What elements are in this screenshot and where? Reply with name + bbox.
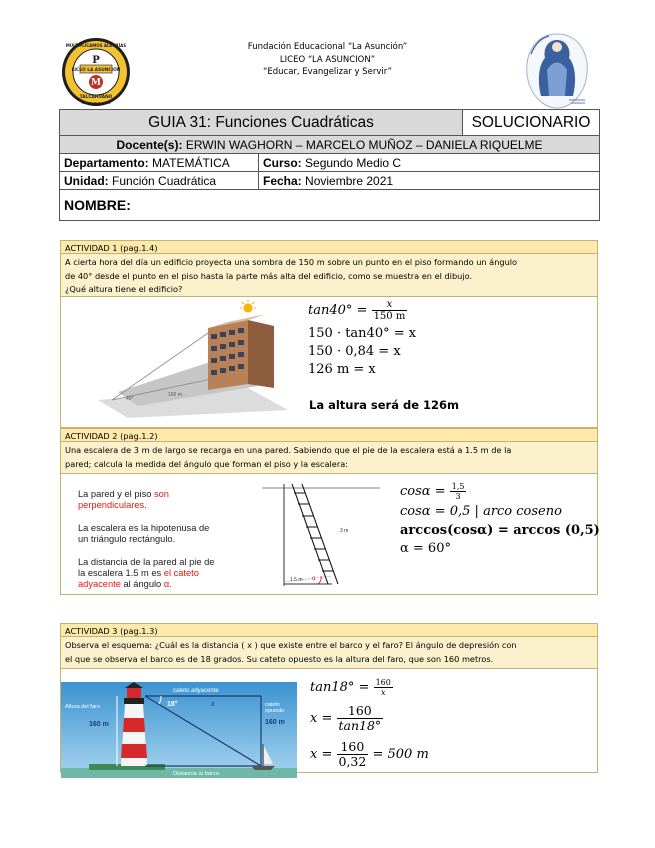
act3-eq-3 <box>310 740 429 769</box>
fig3-cateto-ady: cateto adyacente <box>173 688 219 694</box>
fig-angle-label: 40° <box>126 396 134 402</box>
act2-note-1-b: son <box>153 489 169 499</box>
act2-eq-2-bar: | <box>474 504 479 519</box>
fecha-label: Fecha: <box>263 173 302 188</box>
lighthouse-figure <box>61 682 297 778</box>
fig3-x: x <box>211 701 215 708</box>
departamento-value: MATEMÁTICA <box>152 155 230 170</box>
act3-eq-3-fraction <box>337 740 369 769</box>
act2-eq-1-num: 1,5 <box>451 482 465 491</box>
act3-eq-3-right: = 500 m <box>372 747 429 762</box>
docente-label: Docente(s): <box>116 137 183 152</box>
fig3-160-right: 160 m <box>265 719 285 726</box>
act3-eq-2 <box>310 704 383 733</box>
unidad-cell <box>60 172 259 190</box>
logo-left-bottom-text: TALCAHUANO <box>79 95 113 100</box>
logo-left-top-text: MULTIPLICAMOS ALEGRÍAS <box>65 43 127 48</box>
fig-3m-label: 3 m <box>340 528 349 534</box>
act2-eq-2 <box>400 503 562 521</box>
act2-note-2-a: La escalera es la hipotenusa de <box>78 523 210 533</box>
act1-eq-1-den: 150 m <box>373 311 406 322</box>
fig3-160-left: 160 m <box>89 721 109 728</box>
activity-3-title: ACTIVIDAD 3 (pag.1.3) <box>60 623 598 637</box>
act1-eq-1 <box>308 299 407 322</box>
act3-eq-2-fraction <box>337 704 384 733</box>
act2-eq-1-fraction <box>450 482 467 501</box>
act3-eq-1 <box>310 678 393 697</box>
act3-eq-3-left: x = <box>310 747 333 762</box>
fig-15m-label: 1.5 m <box>290 577 303 583</box>
ladder-figure <box>262 480 382 590</box>
activity-1-line-2: de 40° desde el punto en el piso hasta la parte más alta del edificio, como se muestra en el dibujo. <box>65 270 473 281</box>
act1-eq-1-left: tan40° = <box>308 303 368 318</box>
curso-value: Segundo Medio C <box>305 155 402 170</box>
fig3-distancia: Distancia al barco <box>173 771 220 777</box>
fecha-cell <box>259 172 600 190</box>
logo-left-ring-text: SEMBRAMOS AMOR <box>81 101 111 105</box>
act2-eq-1 <box>400 482 466 501</box>
act2-note-1-c: perpendiculares. <box>78 500 147 510</box>
fig3-cateto-op-1: cateto <box>265 702 280 708</box>
logo-left-middle-text: LICEO LA ASUNCIÓN <box>71 68 121 73</box>
act2-note-1 <box>78 489 169 511</box>
school-logo-right <box>521 30 593 112</box>
svg-text:P: P <box>92 55 100 66</box>
act1-answer: La altura será de 126m <box>309 398 460 412</box>
act2-note-1-a: La pared y el piso <box>78 489 154 499</box>
activity-2-statement <box>60 442 598 474</box>
svg-text:M: M <box>91 78 101 88</box>
school-motto: “Educar, Evangelizar y Servir” <box>262 67 393 77</box>
act2-note-2 <box>78 523 209 545</box>
docente-row <box>60 136 600 154</box>
fig3-18: 18° <box>167 701 178 708</box>
activity-2-line-2: pared; calcula la medida del ángulo que forman el piso y la escalera: <box>65 458 348 469</box>
act3-eq-2-den: tan18° <box>338 718 382 733</box>
activity-1-line-3: ¿Qué altura tiene el edificio? <box>65 284 183 295</box>
activity-1-title: ACTIVIDAD 1 (pag.1.4) <box>60 240 598 254</box>
fig3-altura: Altura del faro <box>65 704 100 710</box>
fig-shadow-label: 150 m <box>168 392 182 398</box>
act2-eq-1-left: cosα = <box>400 484 446 499</box>
act3-eq-3-num: 160 <box>337 740 369 755</box>
activity-3-line-1: Observa el esquema: ¿Cuál es la distancia ( x ) que existe entre el barco y el faro? El ángulo de depresión con <box>65 640 517 650</box>
school-name: LICEO “LA ASUNCION” <box>279 54 376 65</box>
act2-eq-4: α = 60° <box>400 541 451 556</box>
departamento-label: Departamento: <box>64 155 149 170</box>
act1-eq-1-num: x <box>372 299 408 311</box>
act2-eq-2-right: arco coseno <box>483 504 562 519</box>
act2-eq-2-left: cosα = 0,5 <box>400 504 471 519</box>
fig-alpha-label: α <box>312 576 316 582</box>
act2-note-3-f: α. <box>163 579 172 589</box>
act3-eq-1-den: x <box>380 688 386 697</box>
act3-eq-2-left: x = <box>310 711 333 726</box>
act2-note-3 <box>78 557 214 590</box>
act2-eq-3: arccos(cosα) = arccos (0,5) <box>400 523 600 538</box>
building-shadow-figure <box>98 300 288 418</box>
act2-note-3-a: La distancia de la pared al pie de <box>78 557 215 567</box>
act3-eq-1-num: 160 <box>375 678 391 687</box>
act2-note-3-e: al ángulo <box>120 579 164 589</box>
act2-note-2-b: un triángulo rectángulo. <box>78 534 176 544</box>
act2-note-3-c: el cateto <box>163 568 199 578</box>
activity-1-line-1: A cierta hora del día un edificio proyecta una sombra de 150 m sobre un punto en el piso formando un ángulo <box>65 257 518 267</box>
act3-eq-2-num: 160 <box>337 704 384 719</box>
guide-title: GUIA 31: Funciones Cuadráticas <box>60 110 463 136</box>
act2-eq-1-den: 3 <box>455 492 461 501</box>
unidad-label: Unidad: <box>64 173 109 188</box>
act1-eq-2: 150 · tan40° = x <box>308 326 417 341</box>
fecha-value: Noviembre 2021 <box>305 173 394 188</box>
curso-label: Curso: <box>263 155 302 170</box>
docente-value: ERWIN WAGHORN – MARCELO MUÑOZ – DANIELA RIQUELME <box>185 137 543 152</box>
act3-eq-1-left: tan18° = <box>310 680 370 695</box>
activity-1-statement <box>60 254 598 297</box>
act1-eq-4: 126 m = x <box>308 362 376 377</box>
guide-info-table <box>59 109 600 221</box>
fig3-cateto-op-2: opuesto <box>265 708 285 714</box>
act2-note-3-d: adyacente <box>78 579 121 589</box>
nombre-field[interactable]: NOMBRE: <box>60 190 600 221</box>
institution-name: Fundación Educacional “La Asunción” <box>247 42 408 52</box>
activity-2-line-1: Una escalera de 3 m de largo se recarga en una pared. Sabiendo que el pie de la escalera está a 1.5 m de la <box>65 445 512 455</box>
sun-icon <box>240 300 256 313</box>
act2-note-3-b: la escalera 1.5 m es <box>78 568 164 578</box>
activity-3-statement <box>60 637 598 669</box>
activity-3-line-2: el que se observa el barco es de 18 grados. Su cateto opuesto es la altura del faro, que son 160 metros. <box>65 653 494 664</box>
act3-eq-3-den: 0,32 <box>338 754 367 769</box>
curso-cell <box>259 154 600 172</box>
act1-eq-3: 150 · 0,84 = x <box>308 344 401 359</box>
school-logo-left <box>60 36 132 108</box>
unidad-value: Función Cuadrática <box>112 173 217 188</box>
solucionario-label: SOLUCIONARIO <box>463 110 600 136</box>
departamento-cell <box>60 154 259 172</box>
activity-2-title: ACTIVIDAD 2 (pag.1.2) <box>60 428 598 442</box>
institution-header <box>200 41 455 79</box>
act3-eq-1-fraction <box>374 678 393 697</box>
act1-eq-1-fraction <box>372 299 408 322</box>
